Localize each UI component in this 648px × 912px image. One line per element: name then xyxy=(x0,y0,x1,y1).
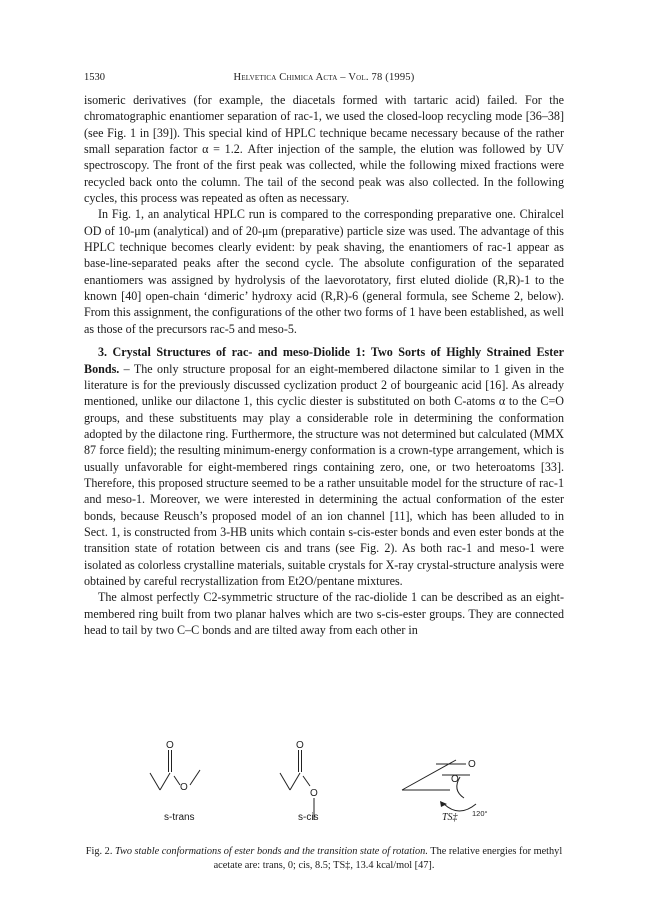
strans-carbonyl-o: O xyxy=(166,740,174,751)
paragraph-c2-structure: The almost perfectly C2-symmetric structure of the rac-diolide 1 can be described as an eight-membered ring built from two planar halves which are two s-cis-ester groups. They are connected head to tail by two C–C bonds and are tilted away from each other in xyxy=(84,590,564,637)
paragraph-hplc-comparison: In Fig. 1, an analytical HPLC run is compared to the corresponding preparative one. Chiralcel OD of 10-μm (analytical) and of 20-μm (preparative) particle size was used. The advantage of this HPLC technique becomes clearly evident: by peak shaving, the enantiomers of rac-1 appear as base-line-separated peaks after the second cycle. The absolute configuration of the separated enantiomers was assigned by hydrolysis of the laevorotatory, first eluted diolide (R,R)-1 to the known [40] open-chain ‘dimeric’ hydroxy acid (R,R)-6 (general formula, see Scheme 2, below). From this assignment, the configurations of the other two forms of 1 have been established, as well as those of the precursors rac-5 and meso-5. xyxy=(84,207,564,336)
section-dash: – xyxy=(119,361,134,376)
ts-ether-o: O xyxy=(451,774,459,785)
strans-bond-methyl xyxy=(150,773,160,790)
label-s-cis: s-cis xyxy=(298,812,319,823)
scis-carbonyl-o: O xyxy=(296,740,304,751)
label-transition-state: TS‡ xyxy=(442,812,458,823)
paragraph-section-3 xyxy=(84,344,564,589)
ts-angle-label: 120° xyxy=(472,809,488,818)
strans-bond-ome xyxy=(190,770,200,785)
paragraph-hplc-separation: isomeric derivatives (for example, the diacetals formed with tartaric acid) failed. For the chromatographic enantiomer separation of rac-1, we used the closed-loop recycling mode [36–38] (see Fig. 1 in [39]). This special kind of HPLC technique became necessary because of the rather small separation factor α = 1.2. After injection of the sample, the elution was followed by UV spectroscopy. The front of the first peak was collected, while the following mixed fractions were recycled back onto the column. The tail of the second peak was also collected. In the following cycles, this process was repeated as often as necessary. xyxy=(84,93,564,206)
caption-text: The relative energies for methyl acetate are: trans, 0; cis, 8.5; TS‡, 13.4 kcal/mol [47]. xyxy=(213,846,563,871)
section-title: 3. Crystal Structures of rac- and meso-Diolide 1: Two Sorts of Highly Strained Ester Bonds. xyxy=(84,345,564,376)
label-s-trans: s-trans xyxy=(164,812,195,823)
strans-ether-o: O xyxy=(180,782,188,793)
figure-2-caption xyxy=(84,845,564,872)
ester-conformation-drawing xyxy=(84,730,564,840)
page-number: 1530 xyxy=(84,72,105,83)
scis-bond-methyl xyxy=(280,773,290,790)
scis-bond-ester xyxy=(290,773,300,790)
caption-title: Two stable conformations of ester bonds and the transition state of rotation. xyxy=(114,846,428,857)
figure-2 xyxy=(84,730,564,840)
caption-lead: Fig. 2. xyxy=(85,846,113,857)
ts-carbonyl-o: O xyxy=(468,759,476,770)
section-3-text: The only structure proposal for an eight-membered dilactone similar to 1 given in the literature is for the previously discussed cyclization product 2 of bourgeanic acid [16]. As already mentioned, unlike our dilactone 1, this cyclic diester is substituted on both C-atoms α to the C=O groups, and these substituents may play a considerable role in determining the conformation adopted by the dilactone ring. Furthermore, the structure was not determined but calculated (MMX 87 force field); the resulting minimum-energy conformation is a crown-type arrangement, which is usually unfavorable for eight-membered rings containing zero, one, or two heteroatoms [33]. Therefore, this proposed structure seemed to be a rather unsuitable model for the structure of rac-1 and meso-1. Moreover, we were interested in determining the actual conformation of the ester bonds, because Reusch’s proposed model of an ion channel [11], which has been alluded to in Sect. 1, is constructed from 3-HB units which contain s-cis-ester bonds and even ester bonds at the transition state of rotation between cis and trans (see Fig. 2). As both rac-1 and meso-1 were isolated as colorless crystalline materials, suitable crystals for X-ray crystal-structure analysis were obtained by careful recrystallization from Et2O/pentane mixtures. xyxy=(84,361,564,588)
scis-ether-o: O xyxy=(310,788,318,799)
scis-bond-co xyxy=(303,776,310,786)
body-text xyxy=(84,92,564,638)
running-head: Helvetica Chimica Acta – Vol. 78 (1995) xyxy=(233,72,415,83)
strans-bond-ester xyxy=(160,773,170,790)
